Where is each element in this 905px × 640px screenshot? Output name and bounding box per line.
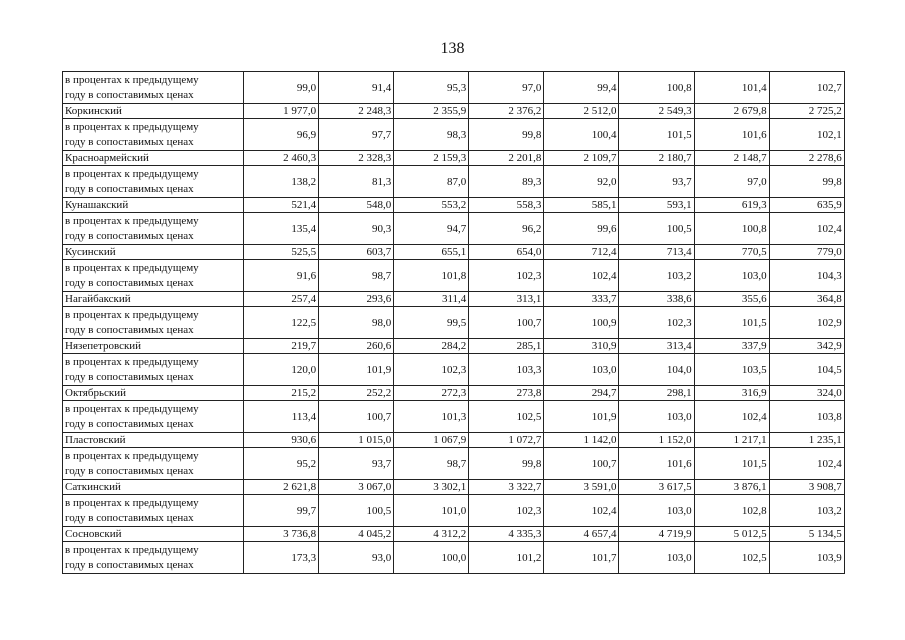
table-cell: 100,5 (319, 495, 394, 527)
table-cell: 603,7 (319, 245, 394, 260)
table-cell: 99,8 (469, 119, 544, 151)
percent-row (63, 542, 845, 574)
table-cell: 1 152,0 (619, 433, 694, 448)
table-cell: 3 617,5 (619, 480, 694, 495)
table-cell: 103,8 (769, 401, 844, 433)
table-cell: 3 322,7 (469, 480, 544, 495)
table-cell: 293,6 (319, 292, 394, 307)
table-cell: 99,0 (244, 72, 319, 104)
percent-row (63, 119, 845, 151)
table-cell: 4 719,9 (619, 527, 694, 542)
district-row (63, 433, 845, 448)
table-cell: 337,9 (694, 339, 769, 354)
table-cell: 2 159,3 (394, 151, 469, 166)
table-cell: 100,7 (544, 448, 619, 480)
table-cell: 3 302,1 (394, 480, 469, 495)
district-row (63, 292, 845, 307)
label-line: году в сопоставимых ценах (65, 229, 194, 242)
district-row (63, 339, 845, 354)
table-cell: 260,6 (319, 339, 394, 354)
table-cell: 89,3 (469, 166, 544, 198)
table-cell: 2 148,7 (694, 151, 769, 166)
table-cell: 102,3 (469, 495, 544, 527)
table-cell: 103,0 (619, 542, 694, 574)
table-cell: 2 201,8 (469, 151, 544, 166)
label-line: году в сопоставимых ценах (65, 417, 194, 430)
table-cell: 342,9 (769, 339, 844, 354)
district-name: Кунашакский (63, 198, 244, 213)
table-cell: 100,4 (544, 119, 619, 151)
table-cell: 313,1 (469, 292, 544, 307)
table-cell: 99,8 (469, 448, 544, 480)
table-cell: 1 072,7 (469, 433, 544, 448)
district-name: Кусинский (63, 245, 244, 260)
table-cell: 103,5 (694, 354, 769, 386)
table-cell: 101,6 (619, 448, 694, 480)
table-cell: 272,3 (394, 386, 469, 401)
table-cell: 102,3 (469, 260, 544, 292)
table-cell: 93,0 (319, 542, 394, 574)
percent-row-label (63, 307, 244, 339)
district-name: Нязепетровский (63, 339, 244, 354)
percent-row (63, 354, 845, 386)
table-cell: 99,4 (544, 72, 619, 104)
table-cell: 1 142,0 (544, 433, 619, 448)
table-cell: 2 180,7 (619, 151, 694, 166)
label-line: в процентах к предыдущему (65, 355, 199, 368)
label-line: в процентах к предыдущему (65, 214, 199, 227)
table-cell: 2 109,7 (544, 151, 619, 166)
table-cell: 94,7 (394, 213, 469, 245)
percent-row-label (63, 213, 244, 245)
table-cell: 100,8 (619, 72, 694, 104)
table-cell: 98,3 (394, 119, 469, 151)
district-name: Саткинский (63, 480, 244, 495)
table-cell: 324,0 (769, 386, 844, 401)
percent-row-label (63, 448, 244, 480)
table-cell: 284,2 (394, 339, 469, 354)
table-cell: 102,5 (469, 401, 544, 433)
percent-row-label (63, 495, 244, 527)
table-cell: 102,3 (394, 354, 469, 386)
table-cell: 100,9 (544, 307, 619, 339)
table-cell: 93,7 (319, 448, 394, 480)
table-cell: 99,5 (394, 307, 469, 339)
label-line: в процентах к предыдущему (65, 402, 199, 415)
table-cell: 548,0 (319, 198, 394, 213)
percent-row (63, 213, 845, 245)
table-cell: 120,0 (244, 354, 319, 386)
table-cell: 98,7 (394, 448, 469, 480)
table-cell: 101,7 (544, 542, 619, 574)
table-cell: 1 067,9 (394, 433, 469, 448)
table-cell: 4 045,2 (319, 527, 394, 542)
data-table (62, 71, 845, 574)
table-cell: 311,4 (394, 292, 469, 307)
table-cell: 103,2 (769, 495, 844, 527)
label-line: в процентах к предыдущему (65, 167, 199, 180)
table-cell: 3 067,0 (319, 480, 394, 495)
label-line: в процентах к предыдущему (65, 449, 199, 462)
table-cell: 103,0 (619, 401, 694, 433)
label-line: году в сопоставимых ценах (65, 88, 194, 101)
table-cell: 2 328,3 (319, 151, 394, 166)
table-cell: 97,0 (469, 72, 544, 104)
percent-row-label (63, 119, 244, 151)
table-cell: 100,5 (619, 213, 694, 245)
district-name: Коркинский (63, 104, 244, 119)
table-cell: 98,7 (319, 260, 394, 292)
table-cell: 713,4 (619, 245, 694, 260)
table-cell: 3 736,8 (244, 527, 319, 542)
table-cell: 87,0 (394, 166, 469, 198)
table-cell: 103,0 (544, 354, 619, 386)
table-cell: 99,6 (544, 213, 619, 245)
table-cell: 99,8 (769, 166, 844, 198)
table-cell: 313,4 (619, 339, 694, 354)
table-cell: 215,2 (244, 386, 319, 401)
table-cell: 102,5 (694, 542, 769, 574)
table-cell: 138,2 (244, 166, 319, 198)
district-name: Нагайбакский (63, 292, 244, 307)
table-cell: 3 908,7 (769, 480, 844, 495)
label-line: году в сопоставимых ценах (65, 511, 194, 524)
label-line: в процентах к предыдущему (65, 73, 199, 86)
percent-row-label (63, 166, 244, 198)
percent-row (63, 495, 845, 527)
table-cell: 92,0 (544, 166, 619, 198)
table-cell: 103,0 (694, 260, 769, 292)
table-body (63, 72, 845, 574)
table-cell: 294,7 (544, 386, 619, 401)
table-cell: 2 512,0 (544, 104, 619, 119)
table-cell: 2 549,3 (619, 104, 694, 119)
table-cell: 355,6 (694, 292, 769, 307)
table-cell: 102,3 (619, 307, 694, 339)
table-cell: 101,9 (544, 401, 619, 433)
table-cell: 712,4 (544, 245, 619, 260)
table-cell: 104,3 (769, 260, 844, 292)
table-cell: 5 012,5 (694, 527, 769, 542)
table-cell: 635,9 (769, 198, 844, 213)
table-cell: 521,4 (244, 198, 319, 213)
page-number: 138 (440, 40, 465, 57)
label-line: в процентах к предыдущему (65, 308, 199, 321)
label-line: году в сопоставимых ценах (65, 370, 194, 383)
table-cell: 113,4 (244, 401, 319, 433)
table-cell: 102,4 (544, 495, 619, 527)
table-cell: 102,4 (769, 213, 844, 245)
table-cell: 100,7 (469, 307, 544, 339)
table-cell: 100,0 (394, 542, 469, 574)
district-name: Сосновский (63, 527, 244, 542)
percent-row (63, 401, 845, 433)
label-line: году в сопоставимых ценах (65, 182, 194, 195)
table-cell: 298,1 (619, 386, 694, 401)
table-cell: 779,0 (769, 245, 844, 260)
table-cell: 2 248,3 (319, 104, 394, 119)
label-line: году в сопоставимых ценах (65, 135, 194, 148)
percent-row-label (63, 354, 244, 386)
table-cell: 593,1 (619, 198, 694, 213)
table-cell: 2 725,2 (769, 104, 844, 119)
table-cell: 525,5 (244, 245, 319, 260)
table-cell: 2 460,3 (244, 151, 319, 166)
label-line: в процентах к предыдущему (65, 496, 199, 509)
label-line: году в сопоставимых ценах (65, 323, 194, 336)
district-name: Октябрьский (63, 386, 244, 401)
table-cell: 102,7 (769, 72, 844, 104)
table-cell: 135,4 (244, 213, 319, 245)
label-line: году в сопоставимых ценах (65, 558, 194, 571)
table-cell: 97,7 (319, 119, 394, 151)
table-cell: 102,4 (769, 448, 844, 480)
label-line: году в сопоставимых ценах (65, 464, 194, 477)
table-cell: 655,1 (394, 245, 469, 260)
percent-row (63, 166, 845, 198)
table-cell: 93,7 (619, 166, 694, 198)
label-line: году в сопоставимых ценах (65, 276, 194, 289)
table-cell: 654,0 (469, 245, 544, 260)
district-name: Красноармейский (63, 151, 244, 166)
label-line: в процентах к предыдущему (65, 543, 199, 556)
table-cell: 1 217,1 (694, 433, 769, 448)
table-cell: 122,5 (244, 307, 319, 339)
table-cell: 619,3 (694, 198, 769, 213)
table-cell: 101,5 (694, 448, 769, 480)
table-cell: 285,1 (469, 339, 544, 354)
table-cell: 101,9 (319, 354, 394, 386)
table-cell: 4 657,4 (544, 527, 619, 542)
district-row (63, 245, 845, 260)
district-row (63, 480, 845, 495)
table-cell: 102,9 (769, 307, 844, 339)
table-cell: 173,3 (244, 542, 319, 574)
table-cell: 553,2 (394, 198, 469, 213)
label-line: в процентах к предыдущему (65, 120, 199, 133)
percent-row (63, 260, 845, 292)
table-cell: 2 278,6 (769, 151, 844, 166)
table-cell: 770,5 (694, 245, 769, 260)
table-cell: 1 977,0 (244, 104, 319, 119)
table-cell: 585,1 (544, 198, 619, 213)
table-cell: 101,3 (394, 401, 469, 433)
table-cell: 257,4 (244, 292, 319, 307)
table-cell: 252,2 (319, 386, 394, 401)
table-cell: 2 376,2 (469, 104, 544, 119)
table-cell: 4 312,2 (394, 527, 469, 542)
table-cell: 3 876,1 (694, 480, 769, 495)
district-row (63, 386, 845, 401)
table-cell: 99,7 (244, 495, 319, 527)
table-cell: 310,9 (544, 339, 619, 354)
table-cell: 102,1 (769, 119, 844, 151)
table-cell: 90,3 (319, 213, 394, 245)
table-cell: 97,0 (694, 166, 769, 198)
percent-row (63, 307, 845, 339)
table-cell: 102,4 (544, 260, 619, 292)
table-cell: 104,5 (769, 354, 844, 386)
table-cell: 100,7 (319, 401, 394, 433)
table-cell: 558,3 (469, 198, 544, 213)
table-cell: 1 235,1 (769, 433, 844, 448)
table-cell: 2 679,8 (694, 104, 769, 119)
table-cell: 91,6 (244, 260, 319, 292)
table-cell: 3 591,0 (544, 480, 619, 495)
percent-row-label (63, 401, 244, 433)
table-cell: 95,2 (244, 448, 319, 480)
table-cell: 364,8 (769, 292, 844, 307)
table-cell: 102,4 (694, 401, 769, 433)
table-cell: 5 134,5 (769, 527, 844, 542)
table-cell: 101,0 (394, 495, 469, 527)
table-cell: 273,8 (469, 386, 544, 401)
district-row (63, 527, 845, 542)
district-row (63, 198, 845, 213)
table-cell: 1 015,0 (319, 433, 394, 448)
percent-row-label (63, 72, 244, 104)
table-cell: 101,4 (694, 72, 769, 104)
table-cell: 96,2 (469, 213, 544, 245)
table-cell: 2 621,8 (244, 480, 319, 495)
table-cell: 219,7 (244, 339, 319, 354)
table-cell: 4 335,3 (469, 527, 544, 542)
table-cell: 96,9 (244, 119, 319, 151)
table-cell: 101,5 (619, 119, 694, 151)
table-cell: 2 355,9 (394, 104, 469, 119)
table-cell: 930,6 (244, 433, 319, 448)
table-cell: 338,6 (619, 292, 694, 307)
table-cell: 91,4 (319, 72, 394, 104)
table-cell: 100,8 (694, 213, 769, 245)
table-cell: 103,9 (769, 542, 844, 574)
percent-row (63, 72, 845, 104)
table-cell: 101,6 (694, 119, 769, 151)
table-cell: 101,5 (694, 307, 769, 339)
table-cell: 81,3 (319, 166, 394, 198)
percent-row-label (63, 542, 244, 574)
table-cell: 101,2 (469, 542, 544, 574)
district-row (63, 151, 845, 166)
percent-row (63, 448, 845, 480)
table-cell: 316,9 (694, 386, 769, 401)
table-cell: 103,2 (619, 260, 694, 292)
percent-row-label (63, 260, 244, 292)
table-cell: 104,0 (619, 354, 694, 386)
table-cell: 102,8 (694, 495, 769, 527)
table-cell: 101,8 (394, 260, 469, 292)
table-cell: 103,3 (469, 354, 544, 386)
label-line: в процентах к предыдущему (65, 261, 199, 274)
district-name: Пластовский (63, 433, 244, 448)
table-cell: 98,0 (319, 307, 394, 339)
table-cell: 103,0 (619, 495, 694, 527)
district-row (63, 104, 845, 119)
table-cell: 333,7 (544, 292, 619, 307)
table-cell: 95,3 (394, 72, 469, 104)
